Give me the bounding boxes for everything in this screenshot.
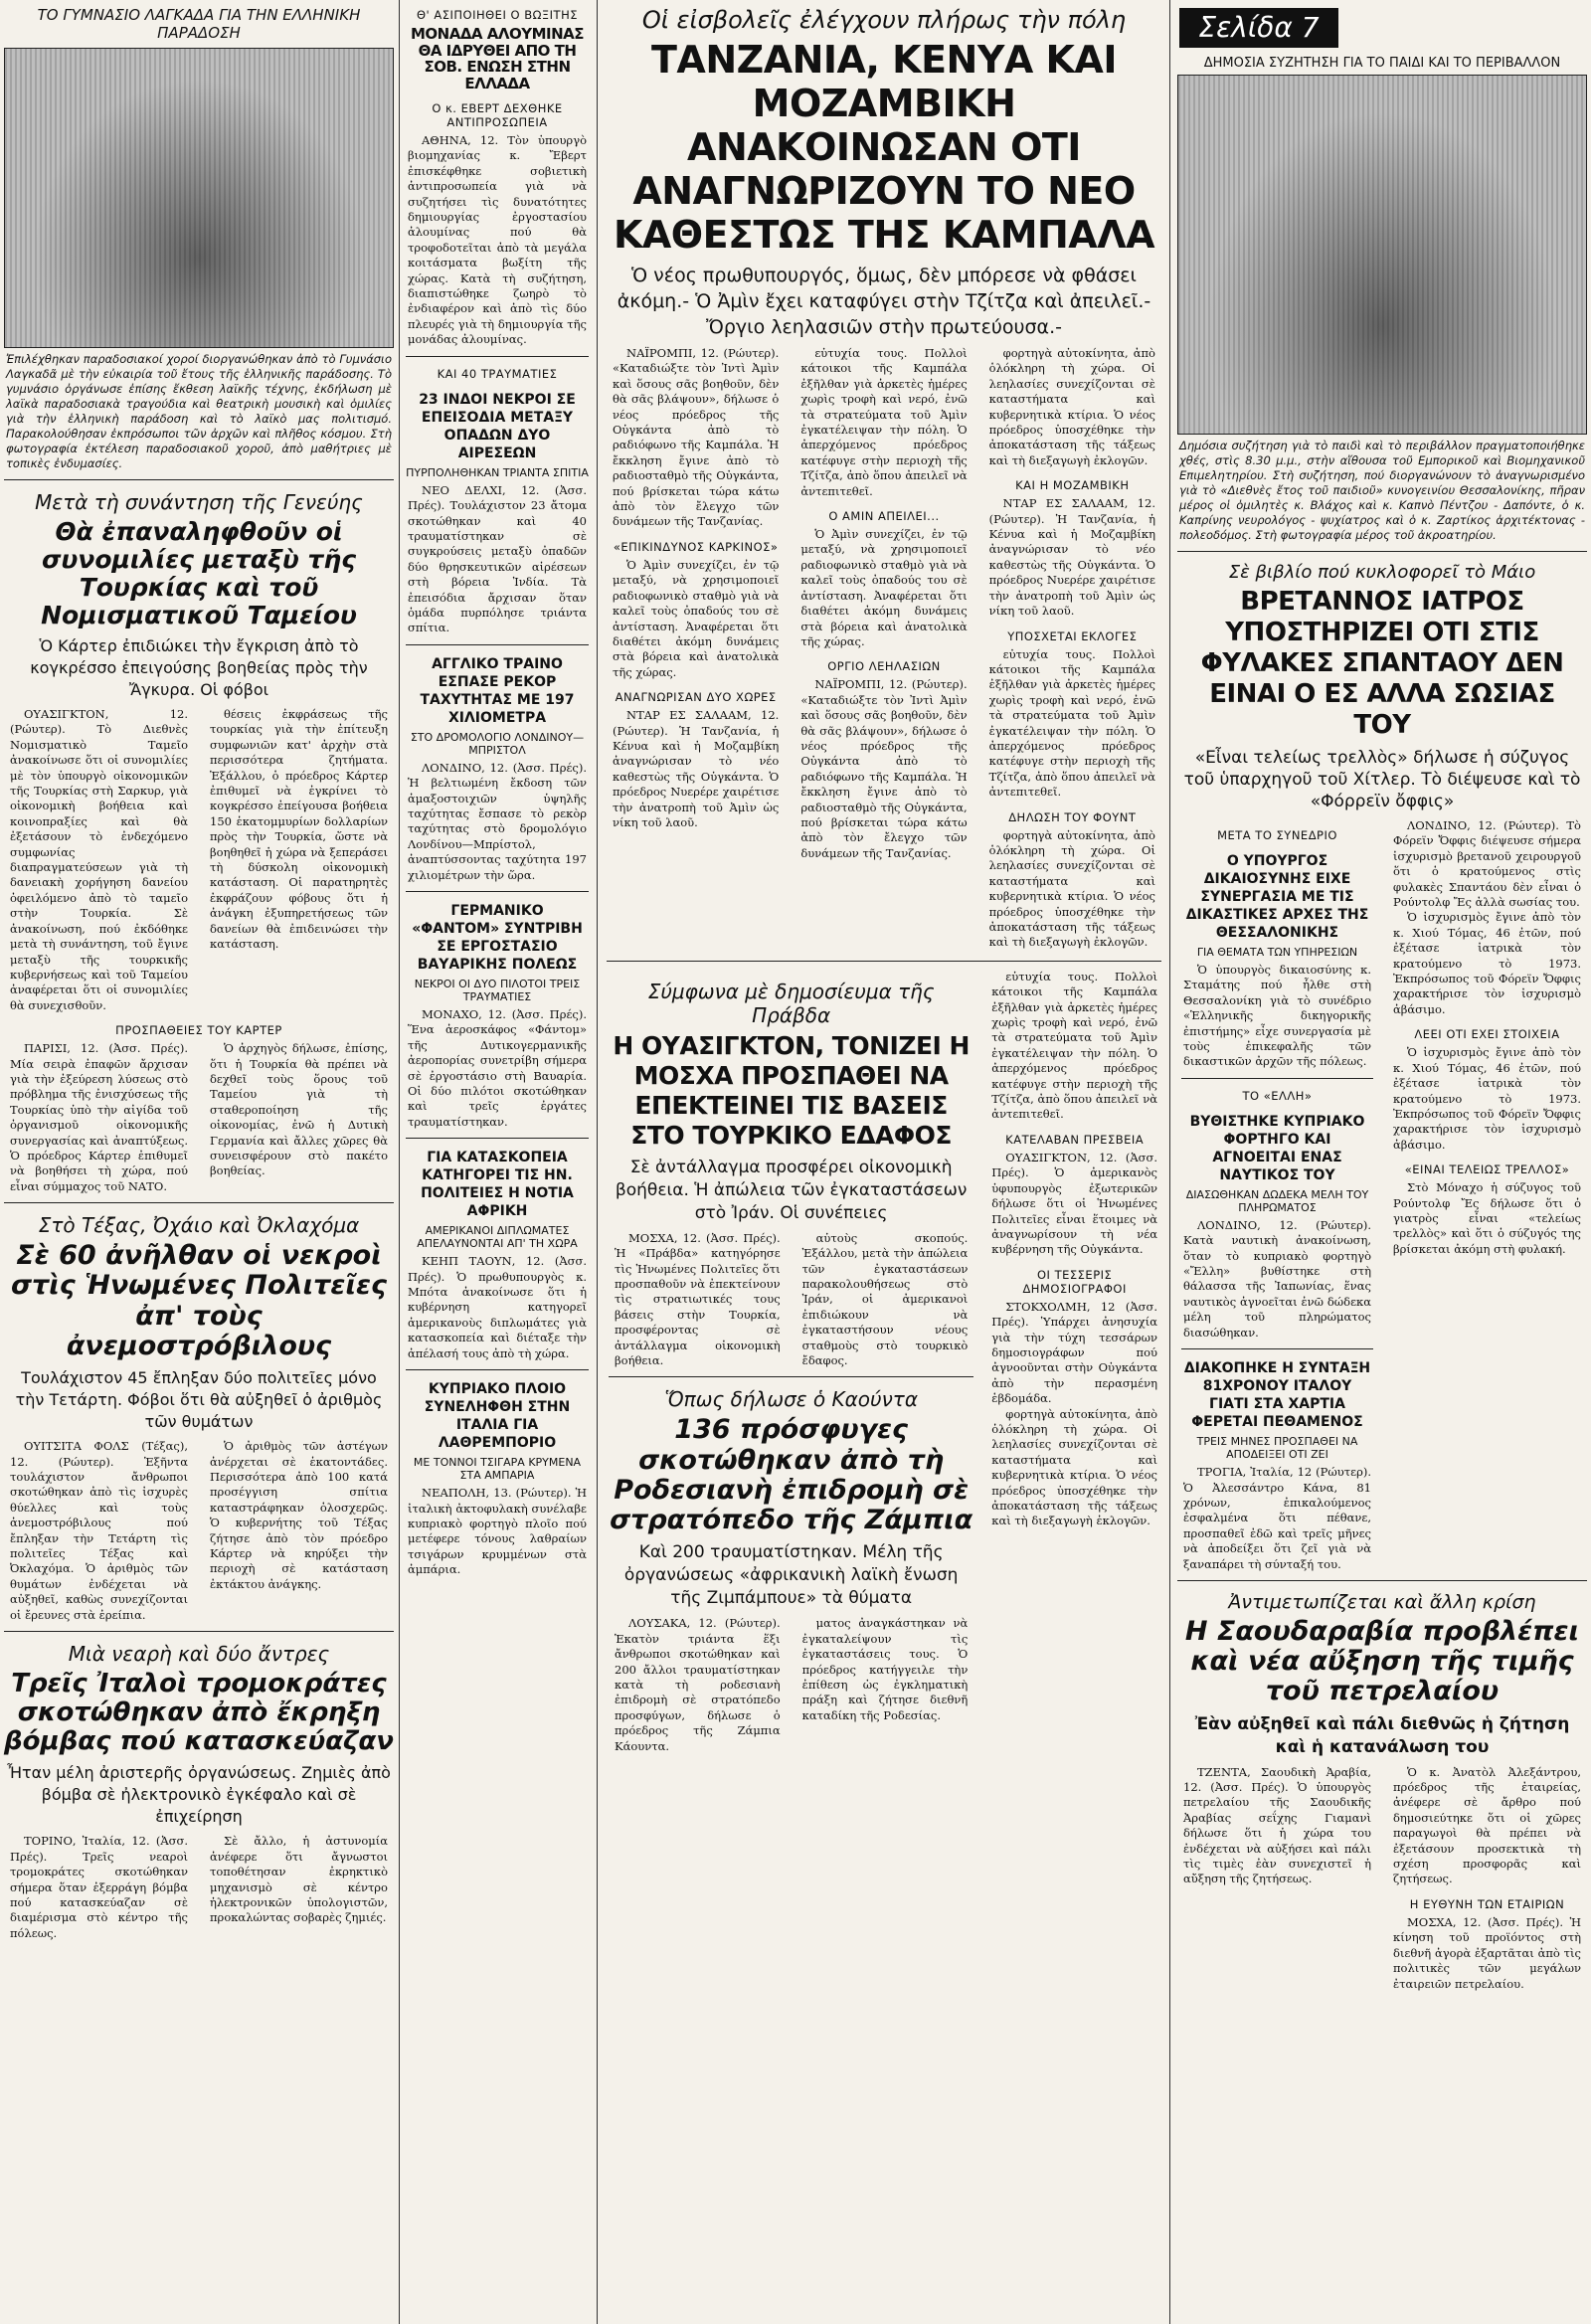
divider: [1177, 551, 1587, 552]
article-headline: ΤΑΝΖΑΝΙΑ, ΚΕΝΥΑ ΚΑΙ ΜΟΖΑΜΒΙΚΗ ΑΝΑΚΟΙΝΩΣΑΝ ΟΤΙ ΑΝΑΓΝΩΡΙΖΟΥΝ ΤΟ ΝΕΟ ΚΑΘΕΣΤΩΣ ΤΗΣ ΚΑΜΠΑΛΑ: [613, 38, 1155, 257]
body-text: Ὁ ἀρχηγὸς δήλωσε, ἐπίσης, ὅτι ἡ Τουρκία θὰ πρέπει νὰ δεχθεῖ τοὺς ὅρους τοῦ Ταμείου γιὰ τὴ σταθεροποίηση τῆς οἰκονομίας, ἐνῶ ἡ Δυτικὴ Γερμανία καὶ ἄλλες χῶρες θὰ συνεισφέρουν στὸ πακέτο βοηθείας.: [210, 1041, 388, 1178]
subsection-head: ΚΑΤΕΛΑΒΑΝ ΠΡΕΣΒΕΙΑ: [1005, 1132, 1145, 1147]
article-kicker: Σὲ βιβλίο πού κυκλοφορεῖ τὸ Μάιο: [1228, 562, 1536, 583]
body-text: Ὁ Ἀμὶν συνεχίζει, ἐν τῷ μεταξύ, νὰ χρησιμοποιεῖ ραδιοφωνικὸ σταθμὸ γιὰ νὰ καλεῖ τοὺς ὀπαδούς του σὲ ἀντίσταση. Ἀναφέρεται ὅτι διαθέτει ἀκόμη δυνάμεις στὰ βόρεια καὶ ἀνατολικὰ τῆς χώρας.: [800, 527, 968, 648]
photo-caption: Ἐπιλέχθηκαν παραδοσιακοί χοροί διοργανώθηκαν ἀπὸ τὸ Γυμνάσιο Λαγκαδᾶ μὲ τὴν εὐκαιρία τοῦ ἔτους τῆς ἑλληνικῆς παράδοσης. Τὸ γυμνάσιο ὀργάνωσε ἐπίσης ἔκθεση λαϊκῆς τέχνης, ἐκδήλωση μὲ λαϊκὰ παραδοσιακὰ τραγούδια καὶ θεατρικὴ μουσικὴ καὶ ὁμιλίες γιὰ τὴν ἑλληνικὴ παράδοση καὶ τὸ λαϊκὸ μας πολιτισμό. Παρακολούθησαν ἐκπρόσωποι τῶν ἀρχῶν καὶ πλῆθος κόσμου. Στὴ φωτογραφία ἐκτέλεση παραδοσιακοῦ χοροῦ, ἀπὸ μαθήτριες μὲ τοπικὲς ἐνδυμασίες.: [6, 352, 392, 470]
article-subhead: ΓΙΑ ΘΕΜΑΤΑ ΤΩΝ ΥΠΗΡΕΣΙΩΝ: [1196, 946, 1358, 959]
subsection-head: «ΕΠΙΚΙΝΔΥΝΟΣ ΚΑΡΚΙΝΟΣ»: [613, 539, 779, 554]
article-body: [4, 707, 394, 1013]
subsection-head: Ο ΑΜΙΝ ΑΠΕΙΛΕΙ...: [828, 509, 940, 524]
article-body: [4, 1439, 394, 1623]
divider: [406, 1138, 589, 1139]
article-headline: Η ΟΥΑΣΙΓΚΤΟΝ, ΤΟΝΙΖΕΙ Η ΜΟΣΧΑ ΠΡΟΣΠΑΘΕΙ ΝΑ ΕΠΕΚΤΕΙΝΕΙ ΤΙΣ ΒΑΣΕΙΣ ΣΤΟ ΤΟΥΡΚΙΚΟ ΕΔΑΦΟΣ: [613, 1030, 970, 1150]
body-text: Ὁ ἰσχυρισμὸς ἔγινε ἀπὸ τὸν κ. Χιού Τόμας, 46 ἐτῶν, πού ἐξέτασε ἰατρικὰ τὸν κρατούμενο τὸ 1973. Ἐκπρόσωπος τοῦ Φόρεϊν Ὄφφις χαρακτήρισε τὸν ἰσχυρισμὸ ἀβάσιμο.: [1393, 910, 1581, 1016]
article-subhead: ΝΕΚΡΟΙ ΟΙ ΔΥΟ ΠΙΛΟΤΟΙ ΤΡΕΙΣ ΤΡΑΥΜΑΤΙΕΣ: [414, 978, 581, 1003]
body-text: ΤΖΕΝΤΑ, Σαουδικὴ Ἀραβία, 12. (Ἀσσ. Πρές). Ὁ ὑπουργὸς πετρελαίου τῆς Σαουδικῆς Ἀραβίας σεΐχης Γιαμανὶ δήλωσε ὅτι ἡ χώρα του ἐνδέχεται νὰ αὐξήσει καὶ πάλι τὶς τιμὲς ἐὰν συνεχιστεῖ ἡ αὔξηση τῆς ζητήσεως.: [1183, 1764, 1371, 1886]
article-subhead: Ἦταν μέλη ἀριστερῆς ὀργανώσεως. Ζημιὲς ἀπὸ βόμβα σὲ ἠλεκτρονικὸ ἐγκέφαλο καὶ σὲ ἐπιχείρηση: [7, 1763, 391, 1827]
body-text: ΛΟΝΔΙΝΟ, 12. (Ρώυτερ). Τὸ Φόρεϊν Ὄφφις διέψευσε σήμερα ἰσχυρισμὸ βρετανοῦ χειρουργοῦ ὅτι ὁ κρατούμενος στὶς φυλακὲς Σπαντάου δὲν εἶναι ὁ Ρούντολφ Ἔς ἀλλὰ σωσίας του.: [1393, 818, 1581, 910]
article-kicker: Στὸ Τέξας, Ὀχάιο καὶ Ὀκλαχόμα: [38, 1213, 360, 1238]
body-text: εὐτυχία τους. Πολλοὶ κάτοικοι τῆς Καμπάλα ἐξῆλθαν γιὰ ἀρκετὲς ἡμέρες χωρὶς τροφὴ καὶ νερό, ἐνῶ τὰ στρατεύματα τοῦ Ἀμὶν ἐγκατέλειψαν τὴν πόλη. Ὁ ἀπερχόμενος πρόεδρος κατέφυγε στὴν περιοχὴ τῆς Τζίτζα, ἀπὸ ὅπου ἀπειλεῖ νὰ ἀντεπιτεθεῖ.: [988, 646, 1155, 800]
body-text: εὐτυχία τους. Πολλοὶ κάτοικοι τῆς Καμπάλα ἐξῆλθαν γιὰ ἀρκετὲς ἡμέρες χωρὶς τροφὴ καὶ νερό, ἐνῶ τὰ στρατεύματα τοῦ Ἀμὶν ἐγκατέλειψαν τὴν πόλη. Ὁ ἀπερχόμενος πρόεδρος κατέφυγε στὴν περιοχὴ τῆς Τζίτζα, ἀπὸ ὅπου ἀπειλεῖ νὰ ἀντεπιτεθεῖ.: [991, 969, 1157, 1122]
subsection-head: ΛΕΕΙ ΟΤΙ ΕΧΕΙ ΣΤΟΙΧΕΙΑ: [1414, 1027, 1560, 1042]
body-text: εὐτυχία τους. Πολλοὶ κάτοικοι τῆς Καμπάλα ἐξῆλθαν γιὰ ἀρκετὲς ἡμέρες χωρὶς τροφὴ καὶ νερό, ἐνῶ τὰ στρατεύματα τοῦ Ἀμὶν ἐγκατέλειψαν τὴν πόλη. Ὁ ἀπερχόμενος πρόεδρος κατέφυγε στὴν περιοχὴ τῆς Τζίτζα, ἀπὸ ὅπου ἀπειλεῖ νὰ ἀντεπιτεθεῖ.: [800, 346, 968, 498]
divider: [4, 1202, 394, 1203]
article-subhead: ΜΕ ΤΟΝΝΟΙ ΤΣΙΓΑΡΑ ΚΡΥΜΕΝΑ ΣΤΑ ΑΜΠΑΡΙΑ: [413, 1456, 582, 1483]
body-text: ΛΟΥΣΑΚΑ, 12. (Ρώυτερ). Ἑκατὸν τριάντα ἕξι ἄνθρωποι σκοτώθηκαν καὶ 200 ἄλλοι τραυματίστηκαν κατὰ τὴ ροδεσιανὴ ἐπιδρομὴ σὲ στρατόπεδο προσφύγων, δήλωσε ὁ πρόεδρος τῆς Ζάμπια Κάουντα.: [615, 1616, 781, 1753]
body-text: ΠΑΡΙΣΙ, 12. (Ἀσσ. Πρές). Μία σειρὰ ἐπαφῶν ἄρχισαν γιὰ τὴν ἐξεύρεση λύσεως στὸ πρόβλημα τῆς ἐνισχύσεως τῆς Τουρκίας ὑπὸ τὴν αἰγίδα τοῦ ὀργανισμοῦ οἰκονομικῆς συνεργασίας καὶ ἀναπτύξεως. Ὁ πρόεδρος Κάρτερ ἐπιθυμεῖ νὰ βοηθήσει τὴ χώρα, πού εἶναι σύμμαχος τοῦ ΝΑΤΟ.: [10, 1041, 188, 1193]
article-headline: ΑΓΓΛΙΚΟ ΤΡΑΙΝΟ ΕΣΠΑΣΕ ΡΕΚΟΡ ΤΑΧΥΤΗΤΑΣ ΜΕ 197 ΧΙΛΙΟΜΕΤΡΑ: [420, 655, 575, 726]
column-rule: [1169, 0, 1170, 2324]
lower-section: [605, 970, 1163, 1754]
article-kicker: Ἀντιμετωπίζεται καὶ ἄλλη κρίση: [1228, 1590, 1536, 1613]
article-subhead: Καὶ 200 τραυματίστηκαν. Μέλη τῆς ὀργανώσεως «ἀφρικανικὴ λαϊκὴ ἔνωση τῆς Ζιμπάμπουε» τὰ θύματα: [623, 1542, 959, 1609]
article-headline: ΒΥΘΙΣΤΗΚΕ ΚΥΠΡΙΑΚΟ ΦΟΡΤΗΓΟ ΚΑΙ ΑΓΝΟΕΙΤΑΙ ΕΝΑΣ ΝΑΥΤΙΚΟΣ ΤΟΥ: [1189, 1113, 1365, 1183]
body-text: ΜΟΝΑΧΟ, 12. (Ἀσσ. Πρές). Ἕνα ἀεροσκάφος «Φάντομ» τῆς Δυτικογερμανικῆς ἀεροπορίας συνετρίβη σήμερα σὲ ἐργοστάσιο στὴ Βαυαρία. Οἱ δύο πιλότοι σκοτώθηκαν καὶ τρεῖς ἐργάτες τραυματίστηκαν.: [408, 1007, 587, 1129]
article-headline: Σὲ 60 ἀνῆλθαν οἱ νεκροὶ στὶς Ἡνωμένες Πολιτεῖες ἀπ' τοὺς ἀνεμοστρόβιλους: [10, 1240, 387, 1361]
body-text: ΤΡΟΓΙΑ, Ἰταλία, 12 (Ρώυτερ). Ὁ Ἀλεσσάντρο Κάνα, 81 χρόνων, ἐπικαλούμενος ἐσφαλμένα ὅτι πέθανε, προσπαθεῖ ἐδῶ καὶ τρεῖς μῆνες νὰ ἀποδείξει ὅτι ζεῖ γιὰ νὰ ξαναπάρει τὴ σύνταξή του.: [1183, 1465, 1371, 1571]
article-kicker: Σύμφωνα μὲ δημοσίευμα τῆς Πράβδα: [647, 979, 935, 1027]
body-text: θέσεις ἐκφράσεως τῆς τουρκίας γιὰ τὴν ἐπίτευξη συμφωνιῶν κατ' ἀρχὴν στὰ περισσότερα ζητήματα. Ἐξάλλου, ὁ πρόεδρος Κάρτερ ἐπιθυμεῖ νὰ ἐγκρίνει τὸ κογκρέσσο ἐπείγουσα βοήθεια 150 ἑκατομμυρίων δολλαρίων πρὸς τὴν Τουρκία, ὥστε νὰ βοηθηθεῖ ἡ χώρα νὰ ξεπεράσει τὴ δύσκολη οἰκονομικὴ κατάσταση. Οἱ παρατηρητὲς ἐκφράζουν φόβους ὅτι ἡ ἀνάγκη ἐξυπηρετήσεως τῶν δανείων θὰ ἐπιδεινώσει τὴν κατάσταση.: [210, 707, 388, 952]
column-4: [1173, 0, 1591, 2324]
subsection-head: ΤΟ «ΕΛΛΗ»: [1242, 1088, 1313, 1103]
body-text: Ὁ Ἀμὶν συνεχίζει, ἐν τῷ μεταξύ, νὰ χρησιμοποιεῖ ραδιοφωνικὸ σταθμὸ γιὰ νὰ καλεῖ τοὺς ὀπαδούς του σὲ ἀντίσταση. Ἀναφέρεται ὅτι διαθέτει ἀκόμη δυνάμεις στὰ βόρεια καὶ ἀνατολικὰ τῆς χώρας.: [613, 557, 780, 679]
article-body: [4, 1041, 394, 1194]
audience-photo: [1177, 75, 1587, 435]
body-text: φορτηγὰ αὐτοκίνητα, ἀπὸ ὁλόκληρη τὴ χώρα. Οἱ λεηλασίες συνεχίζονται σὲ καταστήματα καὶ κυβερνητικὰ κτίρια. Ὁ νέος πρόεδρος ὑποσχέθηκε τὴν ἀποκατάσταση τῆς τάξεως καὶ τὴ διεξαγωγὴ ἐκλογῶν.: [988, 346, 1155, 467]
body-text: ΝΤΑΡ ΕΣ ΣΑΛΑΑΜ, 12. (Ρώυτερ). Ἡ Τανζανία, ἡ Κένυα καὶ ἡ Μοζαμβίκη ἀναγνώρισαν τὸ νέο καθεστὼς τῆς Οὐγκάντα. Ὁ πρόεδρος Νυερέρε χαιρέτισε τὴν ἀνατροπὴ τοῦ Ἀμὶν ὡς νίκη τοῦ λαοῦ.: [613, 708, 780, 829]
body-text: ΜΟΣΧΑ, 12. (Ἀσσ. Πρές). Ἡ «Πράβδα» κατηγόρησε τὶς Ἡνωμένες Πολιτεῖες ὅτι προσπαθοῦν νὰ ἐπεκτείνουν τὶς στρατιωτικές τους βάσεις στὴν Τουρκία, προσφέροντας σὲ ἀντάλλαγμα οἰκονομικὴ βοήθεια.: [615, 1230, 781, 1368]
article-kicker: Ὅπως δήλωσε ὁ Καούντα: [664, 1387, 919, 1412]
column-2: [402, 0, 593, 2324]
article-subhead: ΔΙΑΣΩΘΗΚΑΝ ΔΩΔΕΚΑ ΜΕΛΗ ΤΟΥ ΠΛΗΡΩΜΑΤΟΣ: [1185, 1187, 1369, 1214]
article-headline: 136 πρόσφυγες σκοτώθηκαν ἀπὸ τὴ Ροδεσιανὴ ἐπιδρομὴ σὲ στρατόπεδο τῆς Ζάμπια: [610, 1414, 973, 1536]
body-text: ΝΤΑΡ ΕΣ ΣΑΛΑΑΜ, 12. (Ρώυτερ). Ἡ Τανζανία, ἡ Κένυα καὶ ἡ Μοζαμβίκη ἀναγνώρισαν τὸ νέο καθεστὼς τῆς Οὐγκάντα. Ὁ πρόεδρος Νυερέρε χαιρέτισε τὴν ἀνατροπὴ τοῦ Ἀμὶν ὡς νίκη τοῦ λαοῦ.: [988, 496, 1155, 619]
body-text: ΟΥΑΣΙΓΚΤΟΝ, 12. (Ἀσσ. Πρές). Ὁ ἀμερικανὸς ὑφυπουργὸς ἐξωτερικῶν δήλωσε ὅτι οἱ Ἡνωμένες Πολιτεῖες εἶναι ἕτοιμες νὰ ἀναγνωρίσουν τὴ νέα κυβέρνηση τῆς Οὐγκάντα.: [991, 1150, 1157, 1257]
article-headline: Τρεῖς Ἰταλοὶ τρομοκράτες σκοτώθηκαν ἀπὸ ἔκρηξη βόμβας πού κατασκεύαζαν: [4, 1669, 394, 1757]
subsection-head: ΥΠΟΣΧΕΤΑΙ ΕΚΛΟΓΕΣ: [1007, 628, 1138, 643]
article-subhead: Ο κ. ΕΒΕΡΤ ΔΕΧΘΗΚΕ ΑΝΤΙΠΡΟΣΩΠΕΙΑ: [432, 101, 563, 129]
body-text: ΑΘΗΝΑ, 12. Τὸν ὑπουργὸ βιομηχανίας κ. Ἔβερτ ἐπισκέφθηκε σοβιετικὴ ἀντιπροσωπεία γιὰ νὰ συζητήσει τὶς δυνατότητες δημιουργίας ἐργοστασίου ἀλουμίνας πού θὰ τροφοδοτεῖται ἀπὸ τὰ μεγάλα κοιτάσματα βωξίτη τῆς χώρας. Κατὰ τὴ συζήτηση, διαπιστώθηκε ζωηρὸ τὸ ἐνδιαφέρον καὶ ἀπὸ τὶς δύο πλευρές γιὰ τὴ δημιουργία τῆς μονάδας ἀλουμίνας.: [408, 133, 587, 347]
article-headline: 23 ΙΝΔΟΙ ΝΕΚΡΟΙ ΣΕ ΕΠΕΙΣΟΔΙΑ ΜΕΤΑΞΥ ΟΠΑΔΩΝ ΔΥΟ ΑΙΡΕΣΕΩΝ: [419, 391, 576, 461]
article-subhead: Σὲ ἀντάλλαγμα προσφέρει οἰκονομικὴ βοήθεια. Ἡ ἀπώλεια τῶν ἐγκαταστάσεων στὸ Ἰράν. Οἱ συνέπειες: [615, 1157, 968, 1223]
subsection-head: ΑΝΑΓΝΩΡΙΣΑΝ ΔΥΟ ΧΩΡΕΣ: [615, 690, 777, 705]
article-headline: Ο ΥΠΟΥΡΓΟΣ ΔΙΚΑΙΟΣΥΝΗΣ ΕΙΧΕ ΣΥΝΕΡΓΑΣΙΑ ΜΕ ΤΙΣ ΔΙΚΑΣΤΙΚΕΣ ΑΡΧΕΣ ΤΗΣ ΘΕΣΣΑΛΟΝΙΚΗΣ: [1185, 853, 1369, 941]
body-text: Ὁ κ. Ἀνατὸλ Ἀλεξάντρου, πρόεδρος τῆς ἐταιρείας, ἀνέφερε σὲ ἄρθρο πού δημοσιεύτηκε ὅτι οἱ χῶρες παραγωγοὶ θὰ πρέπει νὰ ἐξετάσουν προσεκτικὰ τὴ σχέση προσφορᾶς καὶ ζητήσεως.: [1393, 1764, 1581, 1886]
divider: [609, 1376, 973, 1377]
body-text: ΝΑΪΡΟΜΠΙ, 12. (Ρώυτερ). «Καταδιώξτε τὸν Ἰντὶ Ἀμὶν καὶ ὅσους σᾶς βοηθοῦν, δὲν θὰ σᾶς βλάψουν», δήλωσε ὁ νέος πρόεδρος τῆς Οὐγκάντα ἀπὸ τὸ ραδιόφωνο τῆς Καμπάλα. Ἡ ἔκκληση ἔγινε ἀπὸ τὸ ραδιοσταθμὸ τῆς Οὐγκάντα, πού βρίσκεται τώρα κάτω ἀπὸ τὸν ἔλεγχο τῶν δυνάμεων τῆς Τανζανίας.: [613, 346, 780, 529]
body-text: ΣΤΟΚΧΟΛΜΗ, 12 (Ἀσσ. Πρές). Ὑπάρχει ἀνησυχία γιὰ τὴν τύχη τεσσάρων δημοσιογράφων πού ἀγνοοῦνται στὴν Οὐγκάντα ἀπὸ τὴν περασμένη ἑβδομάδα.: [991, 1299, 1157, 1406]
article-subhead: Ὁ Κάρτερ ἐπιδιώκει τὴν ἔγκριση ἀπὸ τὸ κογκρέσσο ἐπειγούσης βοηθείας πρὸς τὴν Ἄγκυρα. Οἱ φόβοι: [30, 636, 368, 699]
body-text: ΟΥΑΣΙΓΚΤΟΝ, 12. (Ρώυτερ). Τὸ Διεθνὲς Νομισματικὸ Ταμεῖο ἀνακοίνωσε ὅτι οἱ συνομιλίες μὲ τὸν ὑπουργὸ οἰκονομικῶν τῆς Τουρκίας στὴ Σαρκυρ, γιὰ οἰκονομικὴ βοήθεια καὶ κοινοπραξίες καὶ θὰ ἐξετάσουν τὸ ἐνδεχόμενο συμφωνίας διαπραγματεύσεων γιὰ τὴ δανειακὴ χορήγηση δανείου ὀφειλόμενο ἀπὸ τὸ ταμεῖο στὴν Τουρκία. Σὲ ἀνακοίνωση, πού ἐκδόθηκε μετὰ τὴ συνάντηση, τοῦ ἔγινε μεταξὺ τῆς τουρκικῆς κυβερνήσεως καὶ τοῦ Ταμείου ἀναφέρεται ὅτι οἱ συνομιλίες θὰ συνεχισθοῦν.: [10, 707, 188, 1012]
body-text: Σὲ ἄλλο, ἡ ἀστυνομία ἀνέφερε ὅτι ἄγνωστοι τοποθέτησαν ἐκρηκτικὸ μηχανισμὸ σὲ κέντρο ἠλεκτρονικῶν ὑπολογιστῶν, προκαλώντας σοβαρὲς ζημιές.: [210, 1834, 388, 1925]
photo-headline: ΔΗΜΟΣΙΑ ΣΥΖΗΤΗΣΗ ΓΙΑ ΤΟ ΠΑΙΔΙ ΚΑΙ ΤΟ ΠΕΡΙΒΑΛΛΟΝ: [1203, 56, 1561, 71]
body-text: Ὁ ὑπουργὸς δικαιοσύνης κ. Σταμάτης πού ἦλθε στὴ Θεσσαλονίκη γιὰ τὸ συνέδριο «Ἑλληνικῆς δικηγορικῆς ἐπιστήμης» εἶχε συνεργασία μὲ τοὺς ἐπικεφαλῆς τῶν δικαστικῶν ἀρχῶν τῆς πόλεως.: [1183, 963, 1371, 1069]
body-text: ΛΟΝΔΙΝΟ, 12. (Ρώυτερ). Κατὰ ναυτικὴ ἀνακοίνωση, ὅταν τὸ κυπριακὸ φορτηγὸ «Ἔλλη» βυθίστηκε στὴ θάλασσα τῆς Ἰαπωνίας, ἕνας ναυτικὸς ἀγνοεῖται ἐνῶ δώδεκα μέλη τοῦ πληρώματος διασώθηκαν.: [1183, 1217, 1371, 1340]
article-body: [1177, 818, 1587, 1572]
school-photo: [4, 48, 394, 348]
article-subhead: Τουλάχιστον 45 ἔπληξαν δύο πολιτεῖες μόνο τὴν Τετάρτη. Φόβοι ὅτι θὰ αὐξηθεῖ ὁ ἀριθμὸς τῶν θυμάτων: [15, 1368, 383, 1432]
subsection-head: ΚΑΙ Η ΜΟΖΑΜΒΙΚΗ: [1015, 478, 1130, 493]
article-kicker: ΚΑΙ 40 ΤΡΑΥΜΑΤΙΕΣ: [437, 366, 558, 381]
divider: [406, 1369, 589, 1370]
article-body: [609, 1231, 973, 1369]
article-subhead: «Εἶναι τελείως τρελλὸς» δήλωσε ἡ σύζυγος τοῦ ὑπαρχηγοῦ τοῦ Χίτλερ. Τὸ διέψευσε καὶ τὸ «Φόρρεϊν ὄφφις»: [1183, 748, 1581, 811]
subsection-head: ΟΙ ΤΕΣΣΕΡΙΣ ΔΗΜΟΣΙΟΓΡΑΦΟΙ: [1022, 1267, 1127, 1296]
article-subhead: Ὁ νέος πρωθυπουργός, ὅμως, δὲν μπόρεσε νὰ φθάσει ἀκόμη.- Ὁ Ἀμὶν ἔχει καταφύγει στὴν Τζίτζα καὶ ἀπειλεῖ.- Ὄργιο λεηλασιῶν στὴν πρωτεύουσα.-: [617, 265, 1151, 338]
article-subhead: ΣΤΟ ΔΡΟΜΟΛΟΓΙΟ ΛΟΝΔΙΝΟΥ—ΜΠΡΙΣΤΟΛ: [410, 730, 585, 757]
article-kicker: Μιὰ νεαρὴ καὶ δύο ἄντρες: [68, 1642, 330, 1666]
column-rule: [597, 0, 598, 2324]
body-text: ΚΕΗΠ ΤΑΟΥΝ, 12. (Ἀσσ. Πρές). Ὁ πρωθυπουργὸς κ. Μπότα ἀνακοίνωσε ὅτι ἡ κυβέρνηση κατηγορεῖ ἀμερικανοὺς διπλωμάτες γιὰ κατασκοπεία καὶ διέταξε τὴν ἀπέλασή τους ἀπὸ τὴ χώρα.: [408, 1254, 587, 1360]
body-text: ΟΥΙΤΣΙΤΑ ΦΟΛΣ (Τέξας), 12. (Ρώυτερ). Ἑξῆντα τουλάχιστον ἄνθρωποι σκοτώθηκαν ἀπὸ τὶς ἰσχυρὲς θύελλες καὶ τοὺς ἀνεμοστρόβιλους πού ἔπληξαν τὴν Τετάρτη τὶς πολιτεῖες Τέξας καὶ Ὀκλαχόμα. Ὁ ἀριθμὸς τῶν θυμάτων ἐνδέχεται νὰ αὐξηθεῖ, καθὼς συνεχίζονται οἱ ἔρευνες στὰ ἐρείπια.: [10, 1439, 188, 1622]
body-text: Ὁ ἰσχυρισμὸς ἔγινε ἀπὸ τὸν κ. Χιού Τόμας, 46 ἐτῶν, πού ἐξέτασε ἰατρικὰ τὸν κρατούμενο τὸ 1973. Ἐκπρόσωπος τοῦ Φόρεϊν Ὄφφις χαρακτήρισε τὸν ἰσχυρισμὸ ἀβάσιμο.: [1393, 1045, 1581, 1152]
subsection-head: ΟΡΓΙΟ ΛΕΗΛΑΣΙΩΝ: [827, 659, 941, 674]
column-3: [603, 0, 1165, 2324]
subsection-head: ΔΗΛΩΣΗ ΤΟΥ ΦΟΥΝΤ: [1008, 809, 1137, 824]
article-body: [4, 1834, 394, 1941]
divider: [1181, 1348, 1373, 1349]
article-headline: ΒΡΕΤΑΝΝΟΣ ΙΑΤΡΟΣ ΥΠΟΣΤΗΡΙΖΕΙ ΟΤΙ ΣΤΙΣ ΦΥΛΑΚΕΣ ΣΠΑΝΤΑΟΥ ΔΕΝ ΕΙΝΑΙ Ο ΕΣ ΑΛΛΑ ΣΩΣΙΑΣ ΤΟΥ: [1200, 587, 1564, 740]
article-subhead: ΑΜΕΡΙΚΑΝΟΙ ΔΙΠΛΩΜΑΤΕΣ ΑΠΕΛΑΥΝΟΝΤΑΙ ΑΠ' ΤΗ ΧΩΡΑ: [417, 1224, 578, 1251]
divider: [406, 644, 589, 645]
subsection-head: ΜΕΤΑ ΤΟ ΣΥΝΕΔΡΙΟ: [1217, 828, 1337, 842]
body-text: ΝΕΑΠΟΛΗ, 13. (Ρώυτερ). Ἡ ἰταλικὴ ἀκτοφυλακὴ συνέλαβε κυπριακὸ φορτηγὸ πλοῖο πού μετέφερε τόνους λαθραίων τσιγάρων κρυμμένων στὰ ἀμπάρια.: [408, 1486, 587, 1577]
article-subhead: ΠΥΡΠΟΛΗΘΗΚΑΝ ΤΡΙΑΝΤΑ ΣΠΙΤΙΑ: [406, 465, 589, 479]
article-headline: ΚΥΠΡΙΑΚΟ ΠΛΟΙΟ ΣΥΝΕΛΗΦΘΗ ΣΤΗΝ ΙΤΑΛΙΑ ΓΙΑ ΛΑΘΡΕΜΠΟΡΙΟ: [424, 1381, 571, 1452]
body-text: Στὸ Μόναχο ἡ σύζυγος τοῦ Ρούντολφ Ἔς δήλωσε ὅτι ὁ γιατρὸς εἶναι «τελείως τρελλὸς» καὶ ὅτι ὁ σύζυγός της βρίσκεται ἀκόμη στὴ φυλακή.: [1393, 1180, 1581, 1256]
divider: [1177, 1580, 1587, 1581]
photo-caption: Δημόσια συζήτηση γιὰ τὸ παιδὶ καὶ τὸ περιβάλλον πραγματοποιήθηκε χθές, στὶς 8.30 μ.μ., στὴν αἴθουσα τοῦ Εμπορικοῦ καὶ Βιομηχανικοῦ Επιμελητηρίου. Στὴ συζήτηση, πού διοργανώνουν τὸ ἀναγνωρισμένο γιὰ τὸ «Διεθνὲς ἔτος τοῦ παιδιοῦ» κυνογεινίου Θεσσαλονίκης, πῆραν μέρος οἱ ὁμιλητὲς κ. Βλάχος καὶ κ. Καπνὸ Πέντζου - Δαπόντε, ὁ κ. Καπρίνης νευρολόγος - ψυχίατρος καὶ ὁ κ. Ζαρτίκος ἀρχιτέκτονας - πολεοδόμος. Στὴ φωτογραφία μέρος τοῦ ἀκροατηρίου.: [1179, 439, 1585, 542]
section-kicker: ΠΡΟΣΠΑΘΕΙΕΣ ΤΟΥ ΚΑΡΤΕΡ: [115, 1023, 282, 1038]
article-body: [609, 1616, 973, 1754]
divider: [1181, 1078, 1373, 1079]
subsection-head: Η ΕΥΘΥΝΗ ΤΩΝ ΕΤΑΙΡΙΩΝ: [1409, 1896, 1565, 1911]
body-text: αὐτοὺς σκοπούς. Ἐξάλλου, μετὰ τὴν ἀπώλεια τῶν ἐγκαταστάσεων παρακολουθήσεως στὸ Ἰράν, οἱ ἀμερικανοὶ ἐπιδιώκουν νὰ ἐγκαταστήσουν νέους σταθμοὺς στὸ τουρκικὸ ἔδαφος.: [801, 1230, 969, 1368]
top-banner: ΤΟ ΓΥΜΝΑΣΙΟ ΛΑΓΚΑΔΑ ΓΙΑ ΤΗΝ ΕΛΛΗΝΙΚΗ ΠΑΡΑΔΟΣΗ: [37, 6, 361, 42]
article-kicker: Οἱ εἰσβολεῖς ἐλέγχουν πλήρως τὴν πόλη: [641, 6, 1127, 34]
body-text: ΜΟΣΧΑ, 12. (Ἀσσ. Πρές). Ἡ κίνηση τοῦ προϊόντος στὴ διεθνῆ ἀγορὰ ἐξαρτᾶται ἀπὸ τὶς πολιτικὲς τῶν μεγάλων ἐταιρειῶν πετρελαίου.: [1393, 1914, 1581, 1991]
page-number-label: Σελίδα 7: [1179, 8, 1338, 48]
body-text: ματος ἀναγκάστηκαν νὰ ἐγκαταλείψουν τὶς ἐγκαταστάσεις τους. Ὁ πρόεδρος κατήγγειλε τὴν ἐπίθεση ὡς ἐγκληματικὴ πράξη καὶ ζήτησε διεθνῆ καταδίκη τῆς Ροδεσίας.: [801, 1616, 969, 1722]
article-headline: ΓΕΡΜΑΝΙΚΟ «ΦΑΝΤΟΜ» ΣΥΝΤΡΙΒΗ ΣΕ ΕΡΓΟΣΤΑΣΙΟ ΒΑΥΑΡΙΚΗΣ ΠΟΛΕΩΣ: [412, 903, 583, 973]
article-kicker: Μετὰ τὴ συνάντηση τῆς Γενεύης: [35, 490, 363, 514]
subsection-head: «ΕΙΝΑΙ ΤΕΛΕΙΩΣ ΤΡΕΛΛΟΣ»: [1404, 1162, 1570, 1177]
article-subhead: Ἐὰν αὐξηθεῖ καὶ πάλι διεθνῶς ἡ ζήτηση καὶ ἡ κατανάλωση του: [1194, 1713, 1570, 1757]
body-text: ΝΑΪΡΟΜΠΙ, 12. (Ρώυτερ). «Καταδιώξτε τὸν Ἰντὶ Ἀμὶν καὶ ὅσους σᾶς βοηθοῦν, δὲν θὰ σᾶς βλάψουν», δήλωσε ὁ νέος πρόεδρος τῆς Οὐγκάντα ἀπὸ τὸ ραδιόφωνο τῆς Καμπάλα. Ἡ ἔκκληση ἔγινε ἀπὸ τὸ ραδιοσταθμὸ τῆς Οὐγκάντα, πού βρίσκεται τώρα κάτω ἀπὸ τὸν ἔλεγχο τῶν δυνάμεων τῆς Τανζανίας.: [800, 677, 968, 860]
article-kicker: Θ' ΑΣΙΠΟΙΗΘΕΙ Ο ΒΩΞΙΤΗΣ: [417, 8, 578, 22]
article-headline: Η Σαουδαραβία προβλέπει καὶ νέα αὔξηση τῆς τιμῆς τοῦ πετρελαίου: [1184, 1615, 1580, 1707]
article-body: [607, 346, 1161, 951]
body-text: φορτηγὰ αὐτοκίνητα, ἀπὸ ὁλόκληρη τὴ χώρα. Οἱ λεηλασίες συνεχίζονται σὲ καταστήματα καὶ κυβερνητικὰ κτίρια. Ὁ νέος πρόεδρος ὑποσχέθηκε τὴν ἀποκατάσταση τῆς τάξεως καὶ τὴ διεξαγωγὴ ἐκλογῶν.: [991, 1406, 1157, 1528]
divider: [607, 961, 1161, 962]
article-headline: ΓΙΑ ΚΑΤΑΣΚΟΠΕΙΑ ΚΑΤΗΓΟΡΕΙ ΤΙΣ ΗΝ. ΠΟΛΙΤΕΙΕΣ Η ΝΟΤΙΑ ΑΦΡΙΚΗ: [421, 1150, 574, 1220]
divider: [4, 479, 394, 480]
article-subhead: ΤΡΕΙΣ ΜΗΝΕΣ ΠΡΟΣΠΑΘΕΙ ΝΑ ΑΠΟΔΕΙΞΕΙ ΟΤΙ ΖΕΙ: [1196, 1435, 1358, 1462]
body-text: Ὁ ἀριθμὸς τῶν ἀστέγων ἀνέρχεται σὲ ἑκατοντάδες. Περισσότερα ἀπὸ 100 κατά προσέγγιση σπίτια καταστράφηκαν ὁλοσχερῶς. Ὁ κυβερνήτης τοῦ Τέξας ζήτησε ἀπὸ τὸν πρόεδρο Κάρτερ νὰ κηρύξει τὴν περιοχὴ σὲ κατάσταση ἐκτάκτου ἀνάγκης.: [210, 1439, 388, 1591]
body-text: ΛΟΝΔΙΝΟ, 12. (Ἀσσ. Πρές). Ἡ βελτιωμένη ἔκδοση τῶν ἀμαξοστοιχιῶν ὑψηλῆς ταχύτητας ἔσπασε τὸ ρεκὸρ ταχύτητας στὸ δρομολόγιο Λονδίνου—Μπρίστολ, ἀναπτύσσοντας ταχύτητα 197 χιλιομέτρων τὴν ὥρα.: [408, 760, 587, 882]
article-body: [1177, 1765, 1587, 1992]
column-1: [0, 0, 398, 2324]
column-rule: [399, 0, 400, 2324]
article-headline: ΜΟΝΑΔΑ ΑΛΟΥΜΙΝΑΣ ΘΑ ΙΔΡΥΘΕΙ ΑΠΟ ΤΗ ΣΟΒ. ΕΝΩΣΗ ΣΤΗΝ ΕΛΛΑΔΑ: [410, 25, 585, 92]
divider: [4, 1631, 394, 1632]
body-text: φορτηγὰ αὐτοκίνητα, ἀπὸ ὁλόκληρη τὴ χώρα. Οἱ λεηλασίες συνεχίζονται σὲ καταστήματα καὶ κυβερνητικὰ κτίρια. Ὁ νέος πρόεδρος ὑποσχέθηκε τὴν ἀποκατάσταση τῆς τάξεως καὶ τὴ διεξαγωγὴ ἐκλογῶν.: [988, 827, 1155, 950]
body-text: ΤΟΡΙΝΟ, Ἰταλία, 12. (Ἀσσ. Πρές). Τρεῖς νεαροὶ τρομοκράτες σκοτώθηκαν σήμερα ὅταν ἐξερράγη βόμβα πού κατασκεύαζαν σὲ διαμέρισμα στὸ κέντρο τῆς πόλεως.: [10, 1834, 188, 1940]
divider: [406, 356, 589, 357]
article-headline: Θὰ ἐπαναληφθοῦν οἱ συνομιλίες μεταξὺ τῆς Τουρκίας καὶ τοῦ Νομισματικοῦ Ταμείου: [41, 517, 357, 629]
divider: [406, 891, 589, 892]
article-headline: ΔΙΑΚΟΠΗΚΕ Η ΣΥΝΤΑΞΗ 81ΧΡΟΝΟΥ ΙΤΑΛΟΥ ΓΙΑΤΙ ΣΤΑ ΧΑΡΤΙΑ ΦΕΡΕΤΑΙ ΠΕΘΑΜΕΝΟΣ: [1183, 1360, 1371, 1431]
body-text: ΝΕΟ ΔΕΛΧΙ, 12. (Ἀσσ. Πρές). Τουλάχιστον 23 ἄτομα σκοτώθηκαν καὶ 40 τραυματίστηκαν σὲ συγκρούσεις μεταξὺ ὀπαδῶν δύο θρησκευτικῶν αἱρέσεων στὴ βόρεια Ἰνδία. Τὰ ἐπεισόδια ἄρχισαν ὅταν ὁμάδα πυρπόλησε τριάντα σπίτια.: [408, 482, 587, 635]
